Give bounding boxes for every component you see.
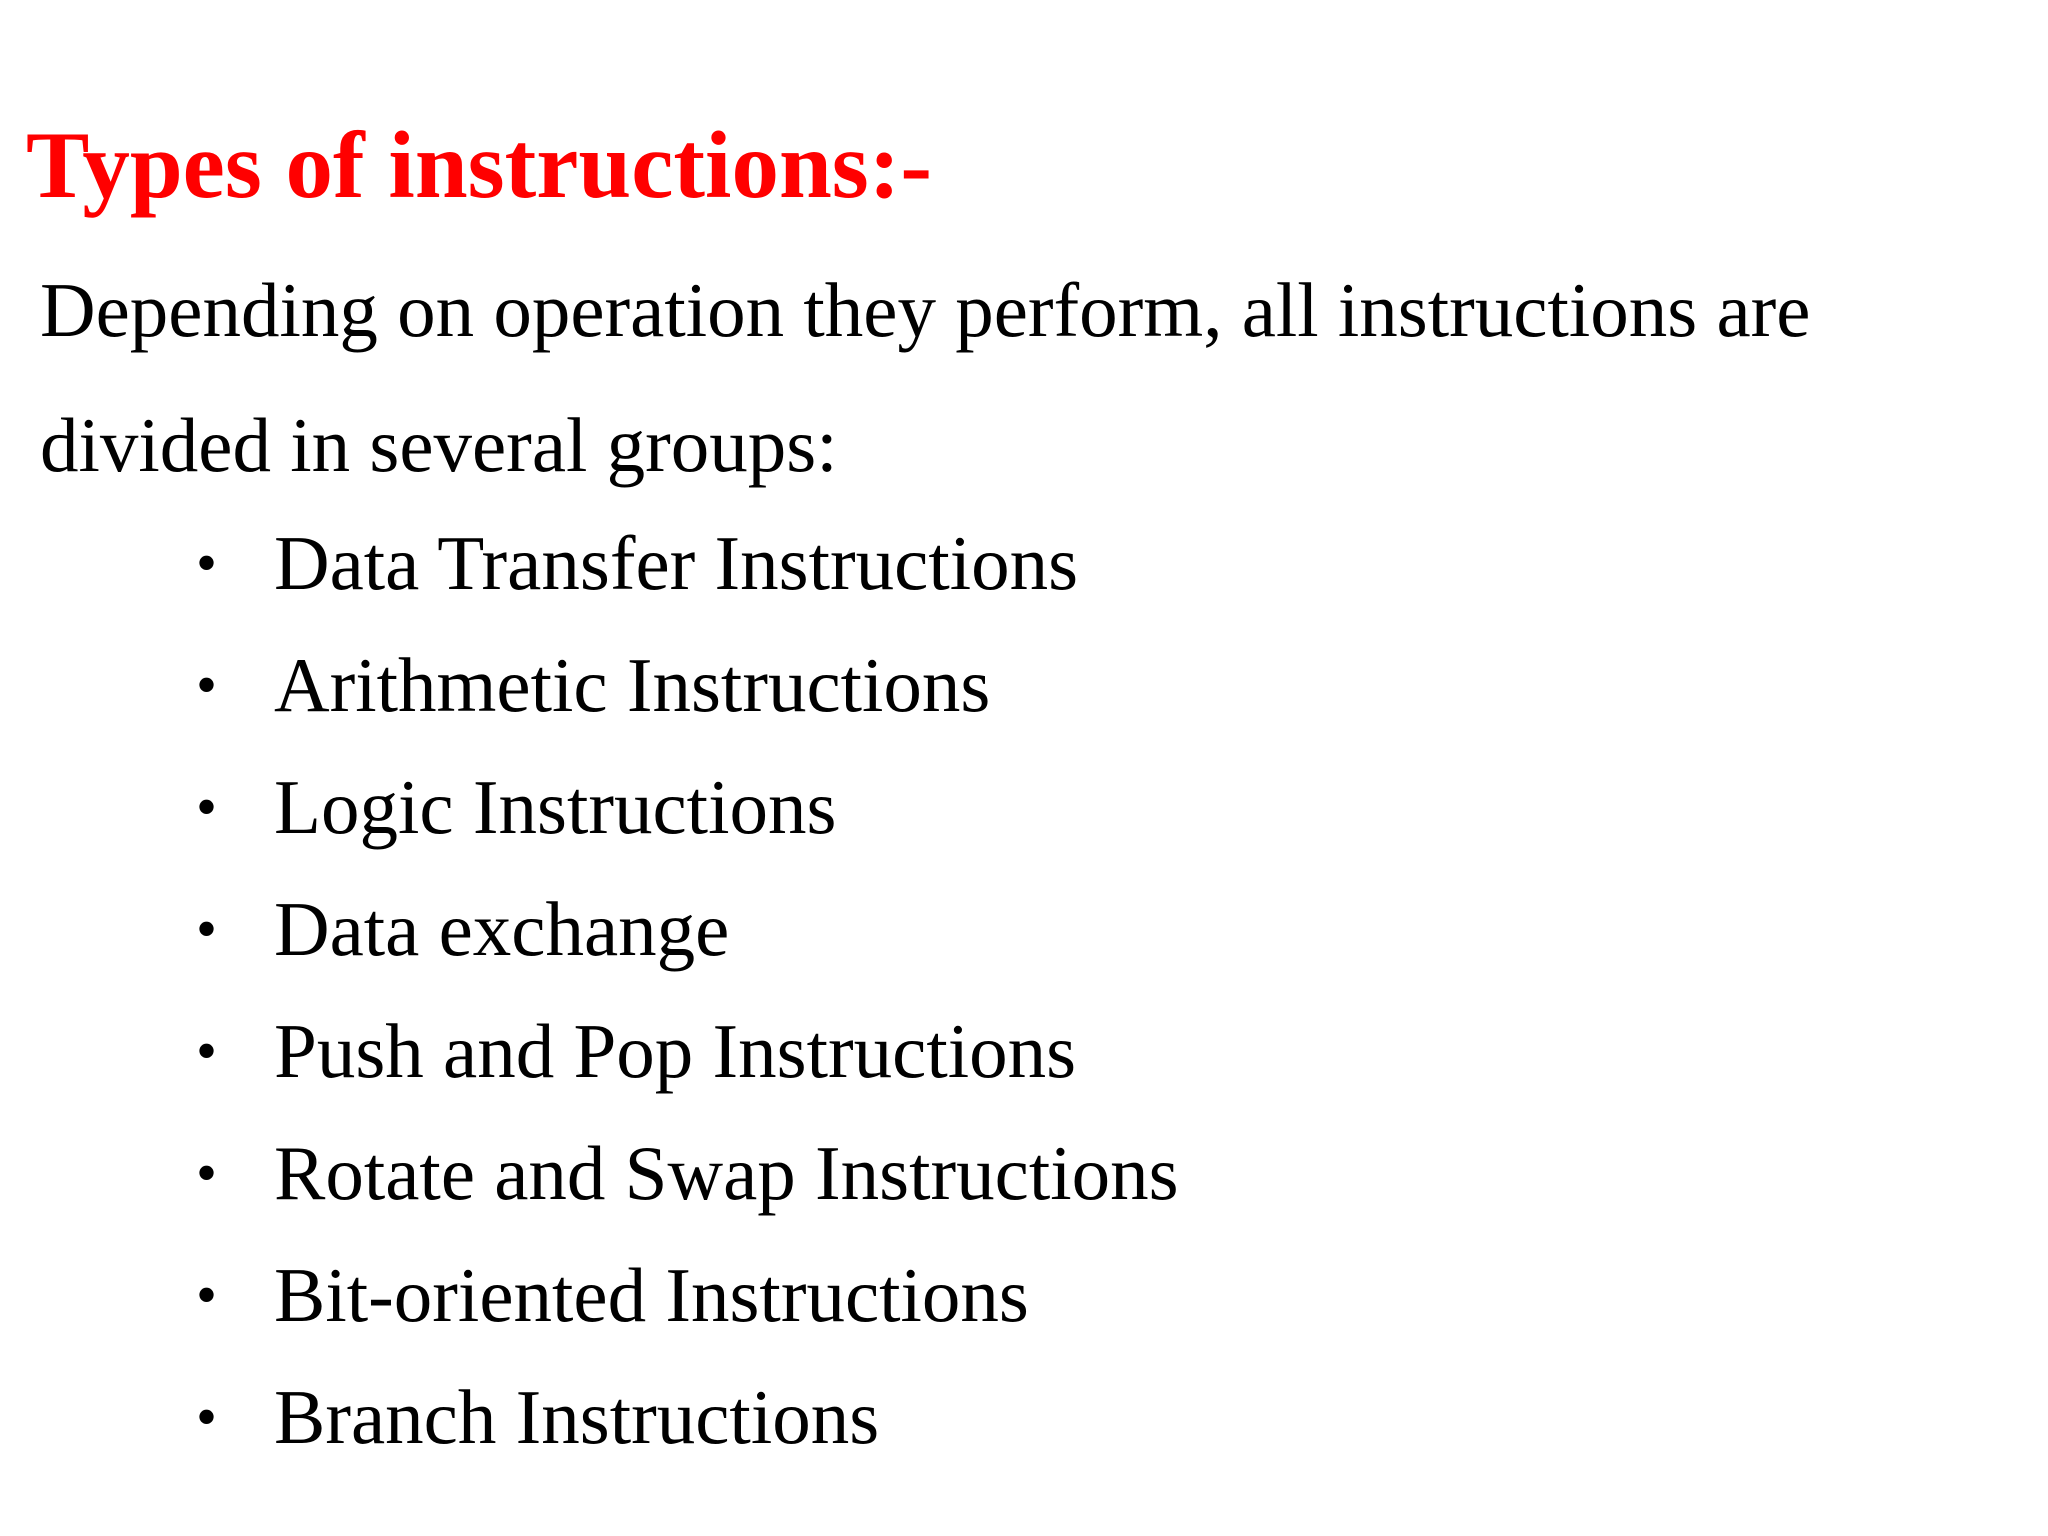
list-item-text: Rotate and Swap Instructions — [274, 1130, 1179, 1216]
intro-text-line-1: Depending on operation they perform, all instructions are — [40, 267, 1811, 353]
list-item-text: Data Transfer Instructions — [274, 520, 1079, 606]
bullet-icon: • — [196, 652, 218, 718]
bullet-icon: • — [196, 1262, 218, 1328]
slide-title: Types of instructions:- — [26, 112, 933, 218]
bullet-icon: • — [196, 1018, 218, 1084]
list-item-text: Logic Instructions — [274, 764, 837, 850]
list-item-text: Arithmetic Instructions — [274, 642, 991, 728]
list-item-text: Branch Instructions — [274, 1374, 880, 1460]
bullet-icon: • — [196, 1384, 218, 1450]
intro-text-line-2: divided in several groups: — [40, 402, 838, 488]
list-item-text: Data exchange — [274, 886, 730, 972]
bullet-icon: • — [196, 530, 218, 596]
bullet-icon: • — [196, 1140, 218, 1206]
bullet-icon: • — [196, 774, 218, 840]
bullet-icon: • — [196, 896, 218, 962]
list-item-text: Push and Pop Instructions — [274, 1008, 1077, 1094]
list-item-text: Bit-oriented Instructions — [274, 1252, 1029, 1338]
